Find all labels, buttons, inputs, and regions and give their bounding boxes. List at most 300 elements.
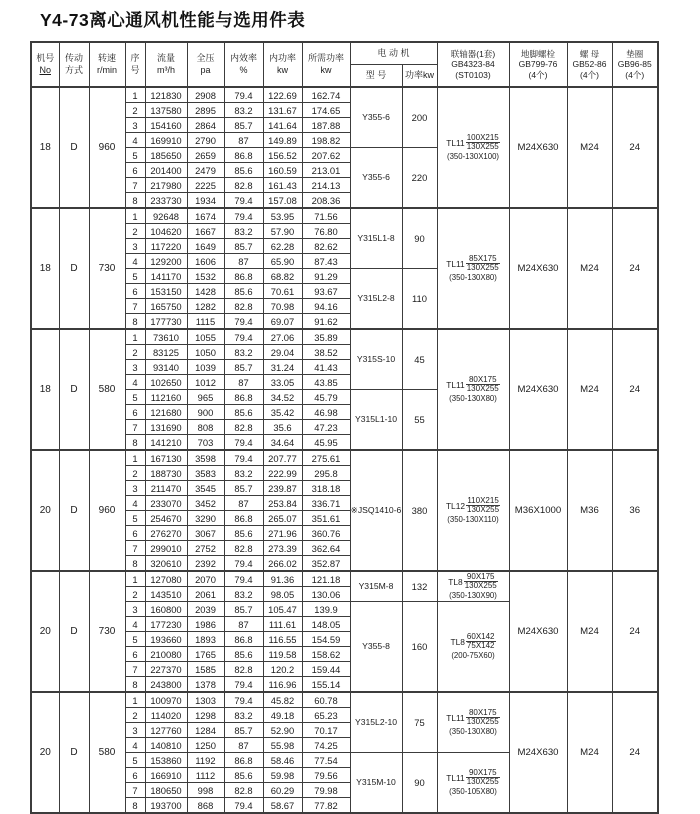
efficiency-cell: 85.7 xyxy=(224,602,263,617)
col-header-nut: 螺 母 GB52-86 (4个) xyxy=(567,42,612,87)
required-power-cell: 130.06 xyxy=(302,587,350,602)
pressure-cell: 2790 xyxy=(187,133,224,148)
flow-cell: 177230 xyxy=(145,617,187,632)
required-power-cell: 60.78 xyxy=(302,692,350,708)
flow-cell: 93140 xyxy=(145,360,187,375)
efficiency-cell: 82.8 xyxy=(224,178,263,193)
internal-power-cell: 59.98 xyxy=(263,768,302,783)
seq-cell: 5 xyxy=(125,148,145,163)
flow-cell: 185650 xyxy=(145,148,187,163)
internal-power-cell: 98.05 xyxy=(263,587,302,602)
motor-power-cell: 132 xyxy=(402,571,437,602)
table-row xyxy=(31,692,658,708)
required-power-cell: 46.98 xyxy=(302,405,350,420)
flow-cell: 140810 xyxy=(145,738,187,753)
seq-cell: 3 xyxy=(125,602,145,617)
efficiency-cell: 83.2 xyxy=(224,345,263,360)
machine-no-cell: 20 xyxy=(31,692,59,813)
required-power-cell: 74.25 xyxy=(302,738,350,753)
motor-model-cell: Y355-6 xyxy=(350,87,402,148)
seq-cell: 6 xyxy=(125,768,145,783)
pressure-cell: 1428 xyxy=(187,284,224,299)
pressure-cell: 1649 xyxy=(187,239,224,254)
efficiency-cell: 85.6 xyxy=(224,163,263,178)
motor-power-cell: 220 xyxy=(402,148,437,209)
coupling-fraction xyxy=(466,134,500,152)
motor-power-cell: 90 xyxy=(402,208,437,269)
efficiency-cell: 79.4 xyxy=(224,435,263,451)
washer-cell: 24 xyxy=(612,87,658,208)
pressure-cell: 1115 xyxy=(187,314,224,330)
internal-power-cell: 45.82 xyxy=(263,692,302,708)
pressure-cell: 868 xyxy=(187,798,224,814)
efficiency-cell: 83.2 xyxy=(224,103,263,118)
efficiency-cell: 85.6 xyxy=(224,405,263,420)
coupling-fraction xyxy=(466,769,500,787)
flow-cell: 137580 xyxy=(145,103,187,118)
drive-type-cell: D xyxy=(59,87,89,208)
seq-cell: 7 xyxy=(125,178,145,193)
coupling-note: (350-130X80) xyxy=(449,393,497,403)
coupling-note: (350-105X80) xyxy=(449,786,497,796)
motor-model-cell: Y315L1-10 xyxy=(350,390,402,451)
coupling-fraction-bottom: 130X255 xyxy=(466,384,499,394)
seq-cell: 3 xyxy=(125,723,145,738)
internal-power-cell: 131.67 xyxy=(263,103,302,118)
internal-power-cell: 49.18 xyxy=(263,708,302,723)
internal-power-cell: 35.6 xyxy=(263,420,302,435)
internal-power-cell: 31.24 xyxy=(263,360,302,375)
motor-power-cell: 45 xyxy=(402,329,437,390)
seq-cell: 6 xyxy=(125,163,145,178)
required-power-cell: 351.61 xyxy=(302,511,350,526)
pressure-cell: 998 xyxy=(187,783,224,798)
efficiency-cell: 79.4 xyxy=(224,571,263,587)
seq-cell: 2 xyxy=(125,224,145,239)
required-power-cell: 208.36 xyxy=(302,193,350,209)
motor-model-cell: Y315S-10 xyxy=(350,329,402,390)
header-row xyxy=(31,42,658,65)
required-power-cell: 77.82 xyxy=(302,798,350,814)
flow-cell: 73610 xyxy=(145,329,187,345)
efficiency-cell: 79.4 xyxy=(224,692,263,708)
required-power-cell: 336.71 xyxy=(302,496,350,511)
col-header-efficiency: 内效率 % xyxy=(224,42,263,87)
internal-power-cell: 156.52 xyxy=(263,148,302,163)
internal-power-cell: 207.77 xyxy=(263,450,302,466)
efficiency-cell: 79.4 xyxy=(224,208,263,224)
nut-cell: M36 xyxy=(567,450,612,571)
coupling-fraction-top: 60X142 xyxy=(466,632,495,642)
seq-cell: 3 xyxy=(125,239,145,254)
internal-power-cell: 57.90 xyxy=(263,224,302,239)
flow-cell: 233070 xyxy=(145,496,187,511)
required-power-cell: 174.65 xyxy=(302,103,350,118)
pressure-cell: 1282 xyxy=(187,299,224,314)
seq-cell: 4 xyxy=(125,133,145,148)
required-power-cell: 352.87 xyxy=(302,556,350,572)
required-power-cell: 214.13 xyxy=(302,178,350,193)
pressure-cell: 3598 xyxy=(187,450,224,466)
coupling-spec xyxy=(438,769,509,787)
motor-model-cell: Y355-6 xyxy=(350,148,402,209)
internal-power-cell: 120.2 xyxy=(263,662,302,677)
internal-power-cell: 53.95 xyxy=(263,208,302,224)
coupling-note: (350-130X90) xyxy=(449,590,497,600)
pressure-cell: 2225 xyxy=(187,178,224,193)
table-row xyxy=(31,571,658,587)
internal-power-cell: 122.69 xyxy=(263,87,302,103)
pressure-cell: 1284 xyxy=(187,723,224,738)
coupling-fraction-bottom: 130X255 xyxy=(466,142,499,152)
coupling-prefix: TL11 xyxy=(446,379,465,390)
required-power-cell: 65.23 xyxy=(302,708,350,723)
pressure-cell: 1192 xyxy=(187,753,224,768)
required-power-cell: 187.88 xyxy=(302,118,350,133)
seq-cell: 7 xyxy=(125,541,145,556)
machine-no-cell: 20 xyxy=(31,450,59,571)
pressure-cell: 3452 xyxy=(187,496,224,511)
seq-cell: 5 xyxy=(125,269,145,284)
internal-power-cell: 52.90 xyxy=(263,723,302,738)
coupling-prefix: TL11 xyxy=(446,772,465,783)
internal-power-cell: 34.52 xyxy=(263,390,302,405)
pressure-cell: 3583 xyxy=(187,466,224,481)
seq-cell: 2 xyxy=(125,708,145,723)
efficiency-cell: 86.8 xyxy=(224,148,263,163)
required-power-cell: 155.14 xyxy=(302,677,350,693)
coupling-fraction-bottom: 130X255 xyxy=(466,717,499,727)
seq-cell: 6 xyxy=(125,526,145,541)
col-header-internal-power: 内功率 kw xyxy=(263,42,302,87)
seq-cell: 8 xyxy=(125,435,145,451)
flow-cell: 127760 xyxy=(145,723,187,738)
flow-cell: 227370 xyxy=(145,662,187,677)
required-power-cell: 158.62 xyxy=(302,647,350,662)
coupling-fraction xyxy=(466,633,496,651)
motor-model-cell: Y315L2-8 xyxy=(350,269,402,330)
required-power-cell: 41.43 xyxy=(302,360,350,375)
seq-cell: 7 xyxy=(125,420,145,435)
pressure-cell: 1585 xyxy=(187,662,224,677)
internal-power-cell: 119.58 xyxy=(263,647,302,662)
internal-power-cell: 65.90 xyxy=(263,254,302,269)
pressure-cell: 1674 xyxy=(187,208,224,224)
anchor-bolt-cell: M24X630 xyxy=(509,208,567,329)
motor-power-cell: 75 xyxy=(402,692,437,753)
col-header-motor-power: 功率kw xyxy=(402,65,437,88)
flow-cell: 169910 xyxy=(145,133,187,148)
anchor-bolt-cell: M24X630 xyxy=(509,87,567,208)
motor-model-cell: ※JSQ1410-6 xyxy=(350,450,402,571)
efficiency-cell: 85.6 xyxy=(224,647,263,662)
flow-cell: 210080 xyxy=(145,647,187,662)
col-header-seq: 序 号 xyxy=(125,42,145,87)
internal-power-cell: 141.64 xyxy=(263,118,302,133)
efficiency-cell: 82.8 xyxy=(224,541,263,556)
required-power-cell: 82.62 xyxy=(302,239,350,254)
coupling-spec xyxy=(438,376,509,394)
drive-type-cell: D xyxy=(59,450,89,571)
flow-cell: 141170 xyxy=(145,269,187,284)
speed-cell: 580 xyxy=(89,692,125,813)
flow-cell: 233730 xyxy=(145,193,187,209)
pressure-cell: 1893 xyxy=(187,632,224,647)
seq-cell: 7 xyxy=(125,783,145,798)
internal-power-cell: 265.07 xyxy=(263,511,302,526)
table-body xyxy=(31,87,658,813)
washer-cell: 24 xyxy=(612,329,658,450)
coupling-prefix: TL11 xyxy=(446,258,465,269)
seq-cell: 5 xyxy=(125,632,145,647)
flow-cell: 165750 xyxy=(145,299,187,314)
pressure-cell: 1765 xyxy=(187,647,224,662)
col-header-drive: 传动 方式 xyxy=(59,42,89,87)
pressure-cell: 1532 xyxy=(187,269,224,284)
pressure-cell: 2908 xyxy=(187,87,224,103)
flow-cell: 114020 xyxy=(145,708,187,723)
nut-cell: M24 xyxy=(567,87,612,208)
required-power-cell: 295.8 xyxy=(302,466,350,481)
seq-cell: 4 xyxy=(125,375,145,390)
seq-cell: 4 xyxy=(125,738,145,753)
required-power-cell: 91.62 xyxy=(302,314,350,330)
flow-cell: 243800 xyxy=(145,677,187,693)
flow-cell: 112160 xyxy=(145,390,187,405)
required-power-cell: 87.43 xyxy=(302,254,350,269)
required-power-cell: 318.18 xyxy=(302,481,350,496)
pressure-cell: 1050 xyxy=(187,345,224,360)
efficiency-cell: 87 xyxy=(224,254,263,269)
coupling-note: (350-130X80) xyxy=(449,726,497,736)
flow-cell: 143510 xyxy=(145,587,187,602)
required-power-cell: 198.82 xyxy=(302,133,350,148)
speed-cell: 960 xyxy=(89,87,125,208)
machine-no-cell: 18 xyxy=(31,87,59,208)
internal-power-cell: 34.64 xyxy=(263,435,302,451)
seq-cell: 1 xyxy=(125,329,145,345)
efficiency-cell: 79.4 xyxy=(224,314,263,330)
coupling-fraction xyxy=(466,497,500,515)
coupling-prefix: TL8 xyxy=(448,576,463,587)
internal-power-cell: 69.07 xyxy=(263,314,302,330)
coupling-fraction xyxy=(466,255,500,273)
washer-cell: 24 xyxy=(612,571,658,692)
flow-cell: 299010 xyxy=(145,541,187,556)
coupling-spec xyxy=(438,497,509,515)
col-header-motor-model: 型 号 xyxy=(350,65,402,88)
flow-cell: 193660 xyxy=(145,632,187,647)
flow-cell: 201400 xyxy=(145,163,187,178)
pressure-cell: 3545 xyxy=(187,481,224,496)
required-power-cell: 91.29 xyxy=(302,269,350,284)
efficiency-cell: 79.4 xyxy=(224,87,263,103)
efficiency-cell: 86.8 xyxy=(224,390,263,405)
required-power-cell: 148.05 xyxy=(302,617,350,632)
motor-model-cell: Y315L1-8 xyxy=(350,208,402,269)
nut-cell: M24 xyxy=(567,692,612,813)
pressure-cell: 2752 xyxy=(187,541,224,556)
flow-cell: 102650 xyxy=(145,375,187,390)
coupling-fraction-top: 90X175 xyxy=(466,769,500,778)
seq-cell: 8 xyxy=(125,193,145,209)
internal-power-cell: 58.67 xyxy=(263,798,302,814)
motor-model-cell: Y315M-10 xyxy=(350,753,402,814)
efficiency-cell: 86.8 xyxy=(224,753,263,768)
speed-cell: 960 xyxy=(89,450,125,571)
motor-power-cell: 55 xyxy=(402,390,437,451)
speed-cell: 580 xyxy=(89,329,125,450)
anchor-bolt-cell: M24X630 xyxy=(509,329,567,450)
efficiency-cell: 83.2 xyxy=(224,466,263,481)
required-power-cell: 45.79 xyxy=(302,390,350,405)
seq-cell: 5 xyxy=(125,753,145,768)
flow-cell: 154160 xyxy=(145,118,187,133)
efficiency-cell: 86.8 xyxy=(224,269,263,284)
efficiency-cell: 87 xyxy=(224,617,263,632)
internal-power-cell: 149.89 xyxy=(263,133,302,148)
col-header-speed: 转速 r/min xyxy=(89,42,125,87)
coupling-fraction-top: 100X215 xyxy=(466,133,499,143)
pressure-cell: 2659 xyxy=(187,148,224,163)
pressure-cell: 808 xyxy=(187,420,224,435)
coupling-fraction-bottom: 130X255 xyxy=(467,505,500,515)
required-power-cell: 162.74 xyxy=(302,87,350,103)
internal-power-cell: 29.04 xyxy=(263,345,302,360)
flow-cell: 141210 xyxy=(145,435,187,451)
required-power-cell: 71.56 xyxy=(302,208,350,224)
flow-cell: 177730 xyxy=(145,314,187,330)
seq-cell: 6 xyxy=(125,284,145,299)
required-power-cell: 360.76 xyxy=(302,526,350,541)
coupling-note: (200-75X60) xyxy=(451,650,495,660)
seq-cell: 2 xyxy=(125,103,145,118)
efficiency-cell: 86.8 xyxy=(224,632,263,647)
table-row xyxy=(31,208,658,224)
pressure-cell: 1606 xyxy=(187,254,224,269)
flow-cell: 211470 xyxy=(145,481,187,496)
required-power-cell: 79.56 xyxy=(302,768,350,783)
pressure-cell: 1298 xyxy=(187,708,224,723)
required-power-cell: 70.17 xyxy=(302,723,350,738)
flow-cell: 166910 xyxy=(145,768,187,783)
seq-cell: 2 xyxy=(125,345,145,360)
nut-cell: M24 xyxy=(567,329,612,450)
required-power-cell: 38.52 xyxy=(302,345,350,360)
machine-no-cell: 18 xyxy=(31,208,59,329)
required-power-cell: 207.62 xyxy=(302,148,350,163)
spec-table xyxy=(30,41,659,814)
efficiency-cell: 79.4 xyxy=(224,450,263,466)
required-power-cell: 159.44 xyxy=(302,662,350,677)
seq-cell: 2 xyxy=(125,587,145,602)
seq-cell: 7 xyxy=(125,299,145,314)
internal-power-cell: 35.42 xyxy=(263,405,302,420)
table-row xyxy=(31,87,658,103)
efficiency-cell: 85.7 xyxy=(224,481,263,496)
drive-type-cell: D xyxy=(59,571,89,692)
flow-cell: 92648 xyxy=(145,208,187,224)
washer-cell: 36 xyxy=(612,450,658,571)
seq-cell: 7 xyxy=(125,662,145,677)
efficiency-cell: 79.4 xyxy=(224,556,263,572)
internal-power-cell: 58.46 xyxy=(263,753,302,768)
required-power-cell: 35.89 xyxy=(302,329,350,345)
coupling-cell xyxy=(437,208,509,329)
pressure-cell: 2061 xyxy=(187,587,224,602)
coupling-fraction-top: 90X175 xyxy=(464,573,498,582)
internal-power-cell: 160.59 xyxy=(263,163,302,178)
seq-cell: 1 xyxy=(125,208,145,224)
efficiency-cell: 87 xyxy=(224,133,263,148)
coupling-fraction-bottom: 130X255 xyxy=(466,263,499,273)
col-header-pressure: 全压 pa xyxy=(187,42,224,87)
efficiency-cell: 79.4 xyxy=(224,677,263,693)
pressure-cell: 3067 xyxy=(187,526,224,541)
coupling-prefix: TL8 xyxy=(450,636,465,647)
motor-power-cell: 110 xyxy=(402,269,437,330)
efficiency-cell: 85.7 xyxy=(224,239,263,254)
coupling-note: (350-130X110) xyxy=(447,514,499,524)
motor-model-cell: Y315M-8 xyxy=(350,571,402,602)
motor-power-cell: 90 xyxy=(402,753,437,814)
required-power-cell: 362.64 xyxy=(302,541,350,556)
nut-cell: M24 xyxy=(567,208,612,329)
washer-cell: 24 xyxy=(612,692,658,813)
internal-power-cell: 33.05 xyxy=(263,375,302,390)
flow-cell: 188730 xyxy=(145,466,187,481)
seq-cell: 6 xyxy=(125,647,145,662)
pressure-cell: 1986 xyxy=(187,617,224,632)
efficiency-cell: 85.7 xyxy=(224,118,263,133)
required-power-cell: 121.18 xyxy=(302,571,350,587)
flow-cell: 167130 xyxy=(145,450,187,466)
flow-cell: 160800 xyxy=(145,602,187,617)
seq-cell: 5 xyxy=(125,390,145,405)
pressure-cell: 1378 xyxy=(187,677,224,693)
flow-cell: 217980 xyxy=(145,178,187,193)
internal-power-cell: 70.98 xyxy=(263,299,302,314)
required-power-cell: 76.80 xyxy=(302,224,350,239)
col-header-anchor-bolt: 地脚螺栓 GB799-76 (4个) xyxy=(509,42,567,87)
anchor-bolt-cell: M24X630 xyxy=(509,692,567,813)
table-header xyxy=(31,42,658,87)
coupling-fraction xyxy=(466,709,500,727)
internal-power-cell: 222.99 xyxy=(263,466,302,481)
efficiency-cell: 82.8 xyxy=(224,420,263,435)
internal-power-cell: 266.02 xyxy=(263,556,302,572)
seq-cell: 1 xyxy=(125,87,145,103)
flow-cell: 104620 xyxy=(145,224,187,239)
motor-model-cell: Y315L2-10 xyxy=(350,692,402,753)
col-header-flow: 流量 m³/h xyxy=(145,42,187,87)
efficiency-cell: 87 xyxy=(224,496,263,511)
coupling-spec xyxy=(438,709,509,727)
required-power-cell: 94.16 xyxy=(302,299,350,314)
pressure-cell: 2070 xyxy=(187,571,224,587)
pressure-cell: 2039 xyxy=(187,602,224,617)
pressure-cell: 1303 xyxy=(187,692,224,708)
coupling-fraction-bottom: 75X142 xyxy=(466,641,495,651)
flow-cell: 127080 xyxy=(145,571,187,587)
flow-cell: 100970 xyxy=(145,692,187,708)
coupling-spec xyxy=(438,134,509,152)
seq-cell: 1 xyxy=(125,571,145,587)
required-power-cell: 43.85 xyxy=(302,375,350,390)
internal-power-cell: 105.47 xyxy=(263,602,302,617)
internal-power-cell: 27.06 xyxy=(263,329,302,345)
internal-power-cell: 91.36 xyxy=(263,571,302,587)
